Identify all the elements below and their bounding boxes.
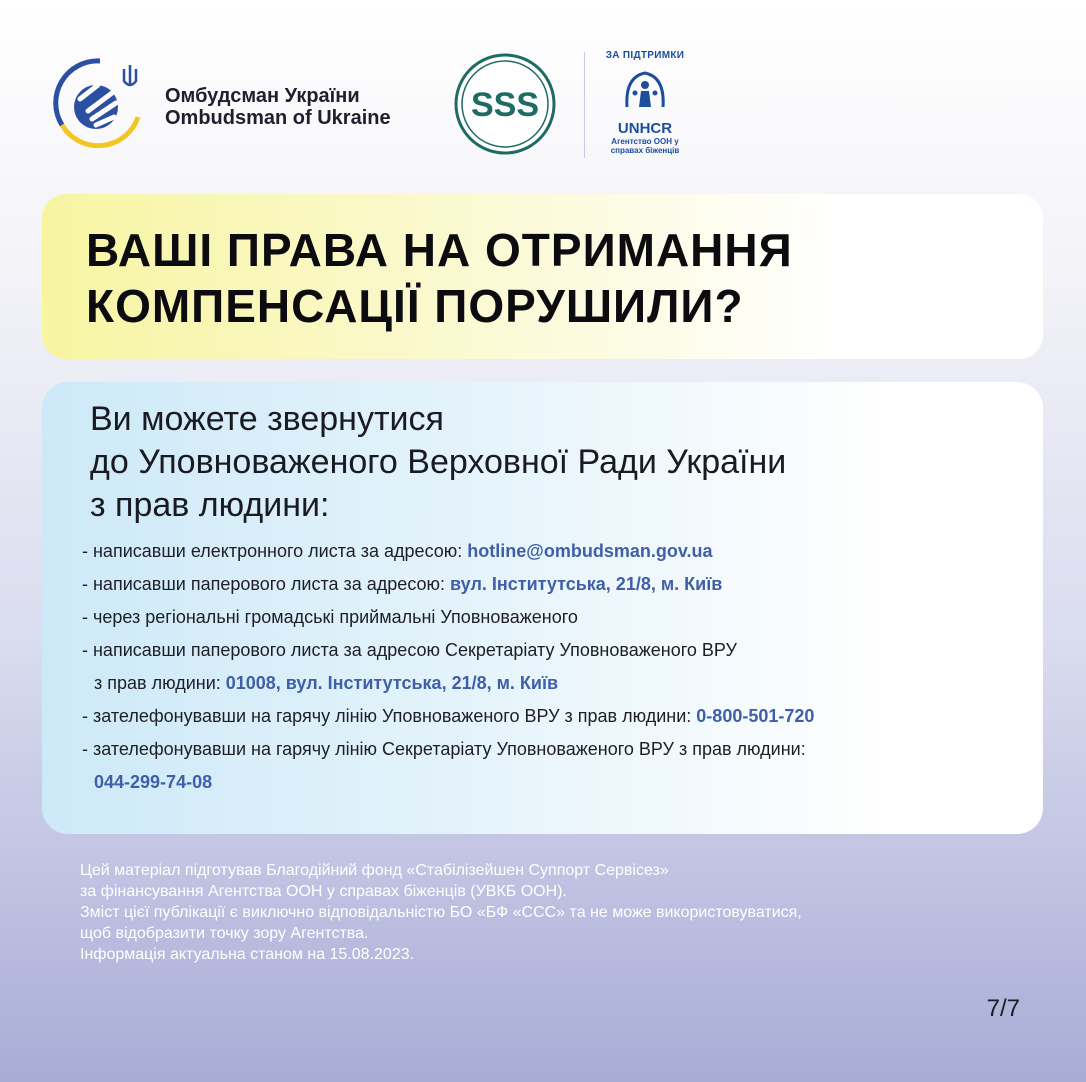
header [0, 0, 1086, 180]
list-item-text: - написавши електронного листа за адресою: [82, 541, 468, 561]
footer-line-1: Цей матеріал підготував Благодійний фонд «Стабілізейшен Суппорт Сервісез» [80, 862, 669, 879]
disclaimer-footer [80, 860, 1060, 965]
list-item [82, 667, 1032, 700]
list-item [82, 700, 1032, 733]
footer-line-2: за фінансування Агентства ООН у справах біженців (УВКБ ООН). [80, 883, 567, 900]
footer-line-5: Інформація актуальна станом на 15.08.2023. [80, 946, 415, 963]
sss-logo-icon [453, 52, 557, 156]
list-item-text: - написавши паперового листа за адресою Секретаріату Уповноваженого ВРУ [82, 640, 737, 660]
contact-methods-list [82, 535, 1032, 799]
secretariat-phone[interactable]: 044-299-74-08 [94, 772, 213, 792]
page-number: 7/7 [986, 995, 1020, 1022]
ombudsman-name-ua: Омбудсман України [165, 85, 360, 107]
logo-divider [584, 52, 585, 158]
title-line-2: КОМПЕНСАЦІЇ ПОРУШИЛИ? [86, 280, 744, 332]
unhcr-sub-2: справах біженців [610, 146, 680, 155]
intro-line-3: з прав людини: [90, 486, 330, 524]
unhcr-sub-1: Агентство ООН у [611, 137, 679, 146]
unhcr-name: UNHCR [617, 120, 673, 137]
list-item [82, 766, 1032, 799]
list-item-text: - написавши паперового листа за адресою: [82, 574, 451, 594]
title-line-1: ВАШІ ПРАВА НА ОТРИМАННЯ [86, 224, 793, 276]
ombudsman-name [165, 85, 391, 129]
intro-line-2: до Уповноваженого Верховної Ради України [90, 443, 787, 481]
hotline-phone[interactable]: 0-800-501-720 [696, 706, 815, 726]
intro-line-1: Ви можете звернутися [90, 400, 444, 438]
list-item [82, 601, 1032, 634]
email-link[interactable]: hotline@ombudsman.gov.ua [467, 541, 713, 561]
sss-logo-text: SSS [470, 86, 540, 124]
footer-line-3: Зміст цієї публікації є виключно відповідальністю БО «БФ «ССС» та не може використовуватися, [80, 904, 802, 921]
list-item-text: - зателефонувавши на гарячу лінію Уповноваженого ВРУ з прав людини: [82, 706, 697, 726]
page-title [86, 222, 986, 334]
secretariat-address-highlight: 01008, вул. Інститутська, 21/8, м. Київ [225, 673, 559, 693]
address-highlight: вул. Інститутська, 21/8, м. Київ [450, 574, 723, 594]
list-item [82, 634, 1032, 667]
footer-line-4: щоб відобразити точку зору Агентства. [80, 925, 369, 942]
list-item-text: - через регіональні громадські приймальні Уповноваженого [82, 607, 578, 627]
list-item [82, 535, 1032, 568]
ombudsman-logo-icon [52, 55, 148, 151]
list-item [82, 733, 1032, 766]
list-item [82, 568, 1032, 601]
intro-text [90, 398, 1030, 527]
contact-info-panel [42, 382, 1043, 834]
list-item-text: з прав людини: [94, 673, 226, 693]
unhcr-logo [600, 50, 690, 160]
title-banner [42, 194, 1043, 359]
support-label: ЗА ПІДТРИМКИ [605, 50, 685, 61]
list-item-text: - зателефонувавши на гарячу лінію Секретаріату Уповноваженого ВРУ з прав людини: [82, 739, 806, 759]
ombudsman-name-en: Ombudsman of Ukraine [165, 107, 391, 129]
unhcr-emblem-icon [621, 67, 669, 113]
